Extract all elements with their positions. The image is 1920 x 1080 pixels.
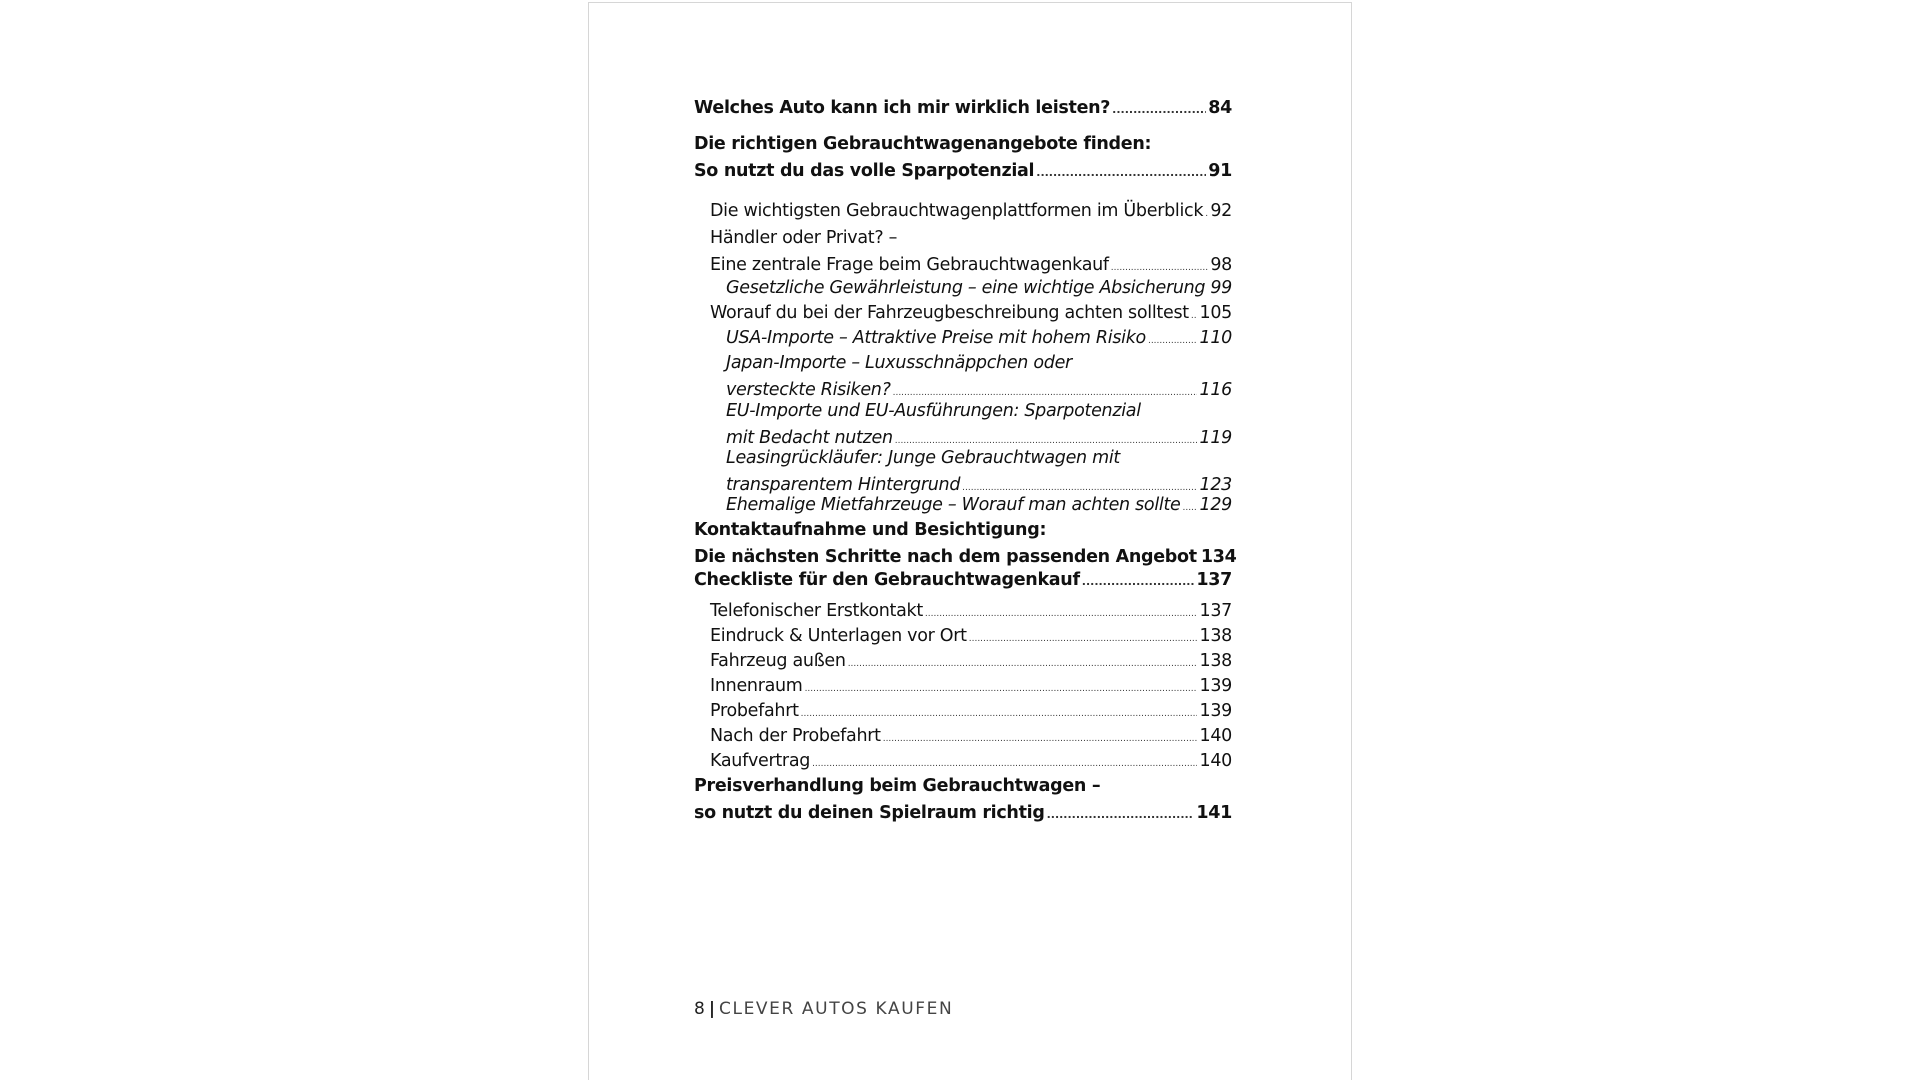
toc-entry xyxy=(694,623,1232,650)
toc-page-number: 138 xyxy=(1199,626,1232,646)
toc-entry xyxy=(694,325,1232,352)
toc-entry-title: Checkliste für den Gebrauchtwagenkauf xyxy=(694,570,1080,590)
toc-entry-line xyxy=(694,158,1232,185)
toc-entry-title: Die nächsten Schritte nach dem passenden Angebot xyxy=(694,547,1197,567)
toc-entry-line xyxy=(710,623,1232,650)
toc-entry-title: transparentem Hintergrund xyxy=(726,475,961,495)
toc-entry xyxy=(694,225,1232,279)
toc-entry xyxy=(694,517,1237,571)
toc-entry-title: Gesetzliche Gewährleistung – eine wichtige Absicherung xyxy=(726,278,1206,298)
toc-page-number: 139 xyxy=(1199,676,1232,696)
toc-entry-title: Probefahrt xyxy=(710,701,799,721)
toc-page-number: 141 xyxy=(1196,803,1232,823)
toc-page-number: 99 xyxy=(1210,278,1232,298)
toc-entry xyxy=(694,723,1232,750)
toc-entry xyxy=(694,773,1232,827)
toc-entry xyxy=(694,648,1232,675)
toc-entry-line xyxy=(694,773,1232,800)
toc-entry-line xyxy=(710,648,1232,675)
toc-entry-title: Fahrzeug außen xyxy=(710,651,846,671)
toc-entry-line xyxy=(694,131,1232,158)
toc-entry-title: Innenraum xyxy=(710,676,803,696)
toc-entry-title: Kaufvertrag xyxy=(710,751,811,771)
footer-book-title: CLEVER AUTOS KAUFEN xyxy=(719,999,954,1019)
toc-page-number: 91 xyxy=(1208,161,1232,181)
toc-entry-title: Welches Auto kann ich mir wirklich leisten? xyxy=(694,98,1111,118)
toc-page-number: 137 xyxy=(1196,570,1232,590)
toc-entry xyxy=(694,567,1232,594)
toc-entry-title: Preisverhandlung beim Gebrauchtwagen – xyxy=(694,776,1101,796)
toc-entry-line xyxy=(710,673,1232,700)
toc-entry-title: EU-Importe und EU-Ausführungen: Sparpotenzial xyxy=(726,401,1141,421)
toc-page-number: 129 xyxy=(1199,495,1232,515)
toc-entry-line xyxy=(726,398,1232,425)
toc-entry-line xyxy=(694,800,1232,827)
toc-entry-line xyxy=(726,275,1232,302)
toc-dot-leader xyxy=(1036,159,1206,186)
toc-entry-line xyxy=(710,198,1232,225)
toc-entry-title: versteckte Risiken? xyxy=(726,380,891,400)
footer-page-number: 8 xyxy=(694,999,705,1019)
toc-entry-title: Händler oder Privat? – xyxy=(710,228,898,248)
toc-entry-line xyxy=(710,723,1232,750)
toc-entry xyxy=(694,95,1232,122)
toc-page-number: 116 xyxy=(1199,380,1232,400)
toc-entry-title: Ehemalige Mietfahrzeuge – Worauf man achten sollte xyxy=(726,495,1181,515)
toc-page-number: 137 xyxy=(1199,601,1232,621)
toc-entry-title: Kontaktaufnahme und Besichtigung: xyxy=(694,520,1047,540)
toc-entry-line xyxy=(726,350,1232,377)
toc-entry-title: Eine zentrale Frage beim Gebrauchtwagenkauf xyxy=(710,255,1109,275)
toc-page-number: 123 xyxy=(1199,475,1232,495)
toc-entry-line xyxy=(710,698,1232,725)
book-page xyxy=(588,2,1352,1080)
toc-entry-line xyxy=(726,492,1232,519)
toc-entry xyxy=(694,350,1232,404)
toc-entry-line xyxy=(694,95,1232,122)
toc-dot-leader xyxy=(1205,201,1208,228)
toc-dot-leader xyxy=(1082,568,1195,595)
toc-entry-line xyxy=(726,325,1232,352)
toc-entry-title: Eindruck & Unterlagen vor Ort xyxy=(710,626,967,646)
toc-entry-title: Nach der Probefahrt xyxy=(710,726,881,746)
toc-entry xyxy=(694,131,1232,185)
toc-entry xyxy=(694,275,1232,302)
toc-dot-leader xyxy=(1112,96,1206,123)
toc-page-number: 140 xyxy=(1199,751,1232,771)
toc-entry-line xyxy=(710,748,1232,775)
toc-page-number: 105 xyxy=(1199,303,1232,323)
toc-entry-title: Die richtigen Gebrauchtwagenangebote finden: xyxy=(694,134,1152,154)
toc-entry-line xyxy=(710,598,1232,625)
footer-separator: | xyxy=(708,999,716,1019)
toc-entry-line xyxy=(710,300,1232,327)
toc-entry xyxy=(694,445,1232,499)
toc-page-number: 140 xyxy=(1199,726,1232,746)
toc-entry xyxy=(694,300,1232,327)
toc-dot-leader xyxy=(1047,801,1195,828)
toc-entry-title: mit Bedacht nutzen xyxy=(726,428,893,448)
toc-entry-line xyxy=(694,567,1232,594)
toc-entry xyxy=(694,698,1232,725)
toc-entry-title: Telefonischer Erstkontakt xyxy=(710,601,923,621)
toc-entry-title: Die wichtigsten Gebrauchtwagenplattformen im Überblick xyxy=(710,201,1204,221)
toc-page-number: 110 xyxy=(1199,328,1232,348)
toc-page-number: 84 xyxy=(1208,98,1232,118)
toc-entry-title: Worauf du bei der Fahrzeugbeschreibung achten solltest xyxy=(710,303,1189,323)
toc-page-number: 92 xyxy=(1210,201,1232,221)
toc-entry xyxy=(694,398,1232,452)
toc-page-number: 138 xyxy=(1199,651,1232,671)
toc-entry-title: So nutzt du das volle Sparpotenzial xyxy=(694,161,1035,181)
toc-entry xyxy=(694,748,1232,775)
toc-entry-title: Japan-Importe – Luxusschnäppchen oder xyxy=(726,353,1072,373)
toc-entry xyxy=(694,598,1232,625)
toc-entry-line xyxy=(710,225,1232,252)
toc-entry xyxy=(694,198,1232,225)
toc-page-number: 134 xyxy=(1200,547,1237,567)
toc-entry-line xyxy=(726,445,1232,472)
toc-page-number: 139 xyxy=(1199,701,1232,721)
toc-page-number: 98 xyxy=(1210,255,1232,275)
toc-entry-line xyxy=(694,517,1232,544)
toc-entry-title: so nutzt du deinen Spielraum richtig xyxy=(694,803,1045,823)
toc-entry xyxy=(694,673,1232,700)
page-footer xyxy=(694,999,953,1019)
toc-entry-title: Leasingrückläufer: Junge Gebrauchtwagen mit xyxy=(726,448,1120,468)
toc-entry-title: USA-Importe – Attraktive Preise mit hohem Risiko xyxy=(726,328,1146,348)
toc-entry xyxy=(694,492,1232,519)
toc-page-number: 119 xyxy=(1199,428,1232,448)
